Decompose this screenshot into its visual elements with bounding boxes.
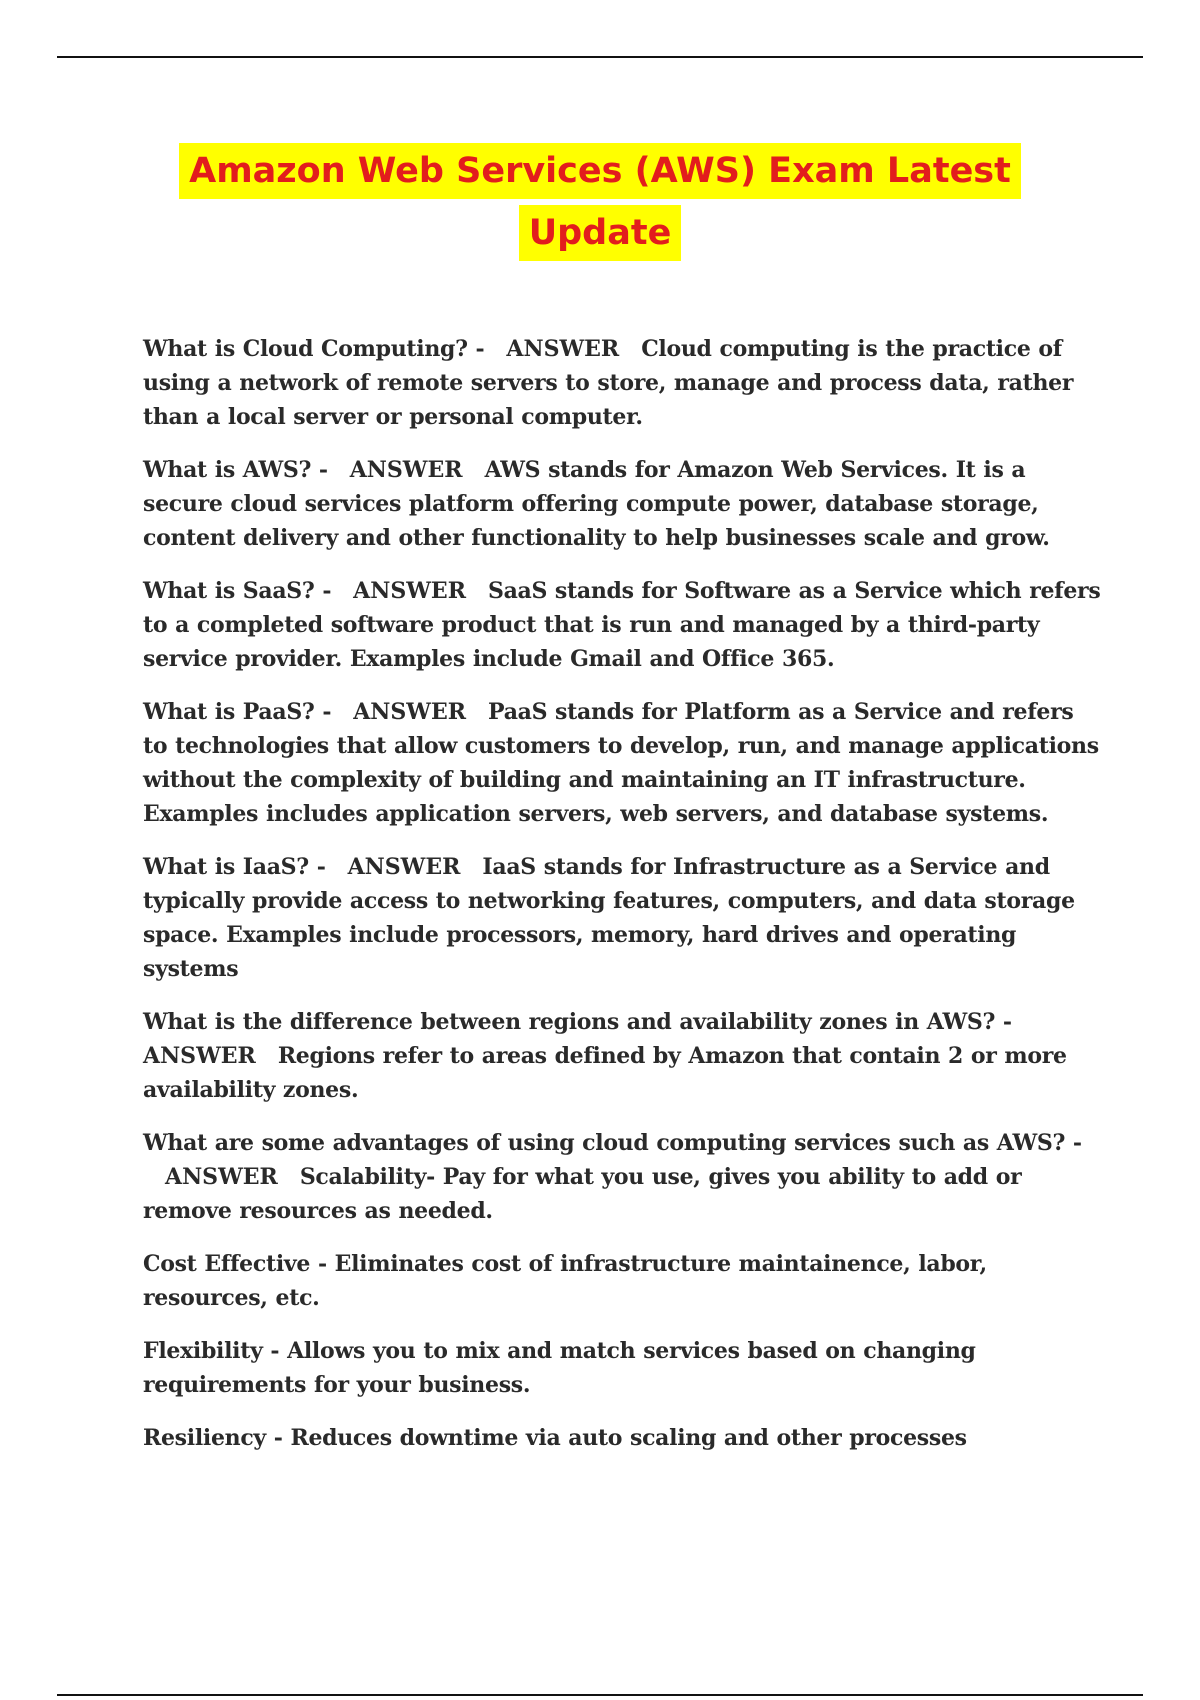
question-text: What is Cloud Computing? - (143, 336, 485, 362)
answer-label: ANSWER (143, 1043, 256, 1069)
qa-content (143, 332, 1103, 1474)
answer-text: PaaS stands for Platform as a Service and refers to technologies that allow customers to develop, run, and manage applications without the complexity of building and maintaining an IT infrastructure. Examples includes application servers, web servers, and database systems. (143, 699, 1099, 827)
qa-item (143, 1005, 1103, 1107)
title-line-2: Update (519, 205, 682, 261)
answer-text: Scalability- Pay for what you use, gives you ability to add or remove resources as needed. (143, 1164, 1022, 1224)
qa-item (143, 1126, 1103, 1228)
answer-label: ANSWER (347, 854, 461, 880)
answer-text: Cloud computing is the practice of using a network of remote servers to store, manage and process data, rather than a local server or personal computer. (143, 336, 1074, 430)
qa-item (143, 453, 1103, 555)
qa-item (143, 695, 1103, 831)
advantage-flexibility: Flexibility - Allows you to mix and match services based on changing requirements for your business. (143, 1338, 976, 1398)
answer-label: ANSWER (353, 578, 466, 604)
qa-item (143, 850, 1103, 986)
answer-text: AWS stands for Amazon Web Services. It is a secure cloud services platform offering compute power, database storage, content delivery and other functionality to help businesses scale and grow. (143, 457, 1050, 551)
answer-text: Regions refer to areas defined by Amazon that contain 2 or more availability zones. (143, 1043, 1067, 1103)
answer-label: ANSWER (506, 336, 620, 362)
bottom-rule (57, 1694, 1143, 1696)
answer-label: ANSWER (165, 1164, 278, 1190)
answer-label: ANSWER (353, 699, 467, 725)
advantage-cost-effective: Cost Effective - Eliminates cost of infrastructure maintainence, labor, resources, etc. (143, 1251, 987, 1311)
answer-label: ANSWER (349, 457, 463, 483)
advantage-resiliency: Resiliency - Reduces downtime via auto scaling and other processes (143, 1425, 967, 1451)
answer-text: IaaS stands for Infrastructure as a Service and typically provide access to networking features, computers, and data storage space. Examples include processors, memory, hard drives and operating systems (143, 854, 1075, 982)
title-line-1: Amazon Web Services (AWS) Exam Latest (179, 143, 1021, 199)
question-text: What is AWS? - (143, 457, 328, 483)
document-title (0, 140, 1200, 264)
question-text: What are some advantages of using cloud computing services such as AWS? - (143, 1130, 1082, 1156)
question-text: What is the difference between regions and availability zones in AWS? - (143, 1009, 1012, 1035)
question-text: What is PaaS? - (143, 699, 332, 725)
question-text: What is IaaS? - (143, 854, 326, 880)
qa-item (143, 332, 1103, 434)
answer-text: SaaS stands for Software as a Service which refers to a completed software product that is run and managed by a third-party service provider. Examples include Gmail and Office 365. (143, 578, 1101, 672)
top-rule (57, 56, 1143, 58)
question-text: What is SaaS? - (143, 578, 332, 604)
qa-item (143, 574, 1103, 676)
